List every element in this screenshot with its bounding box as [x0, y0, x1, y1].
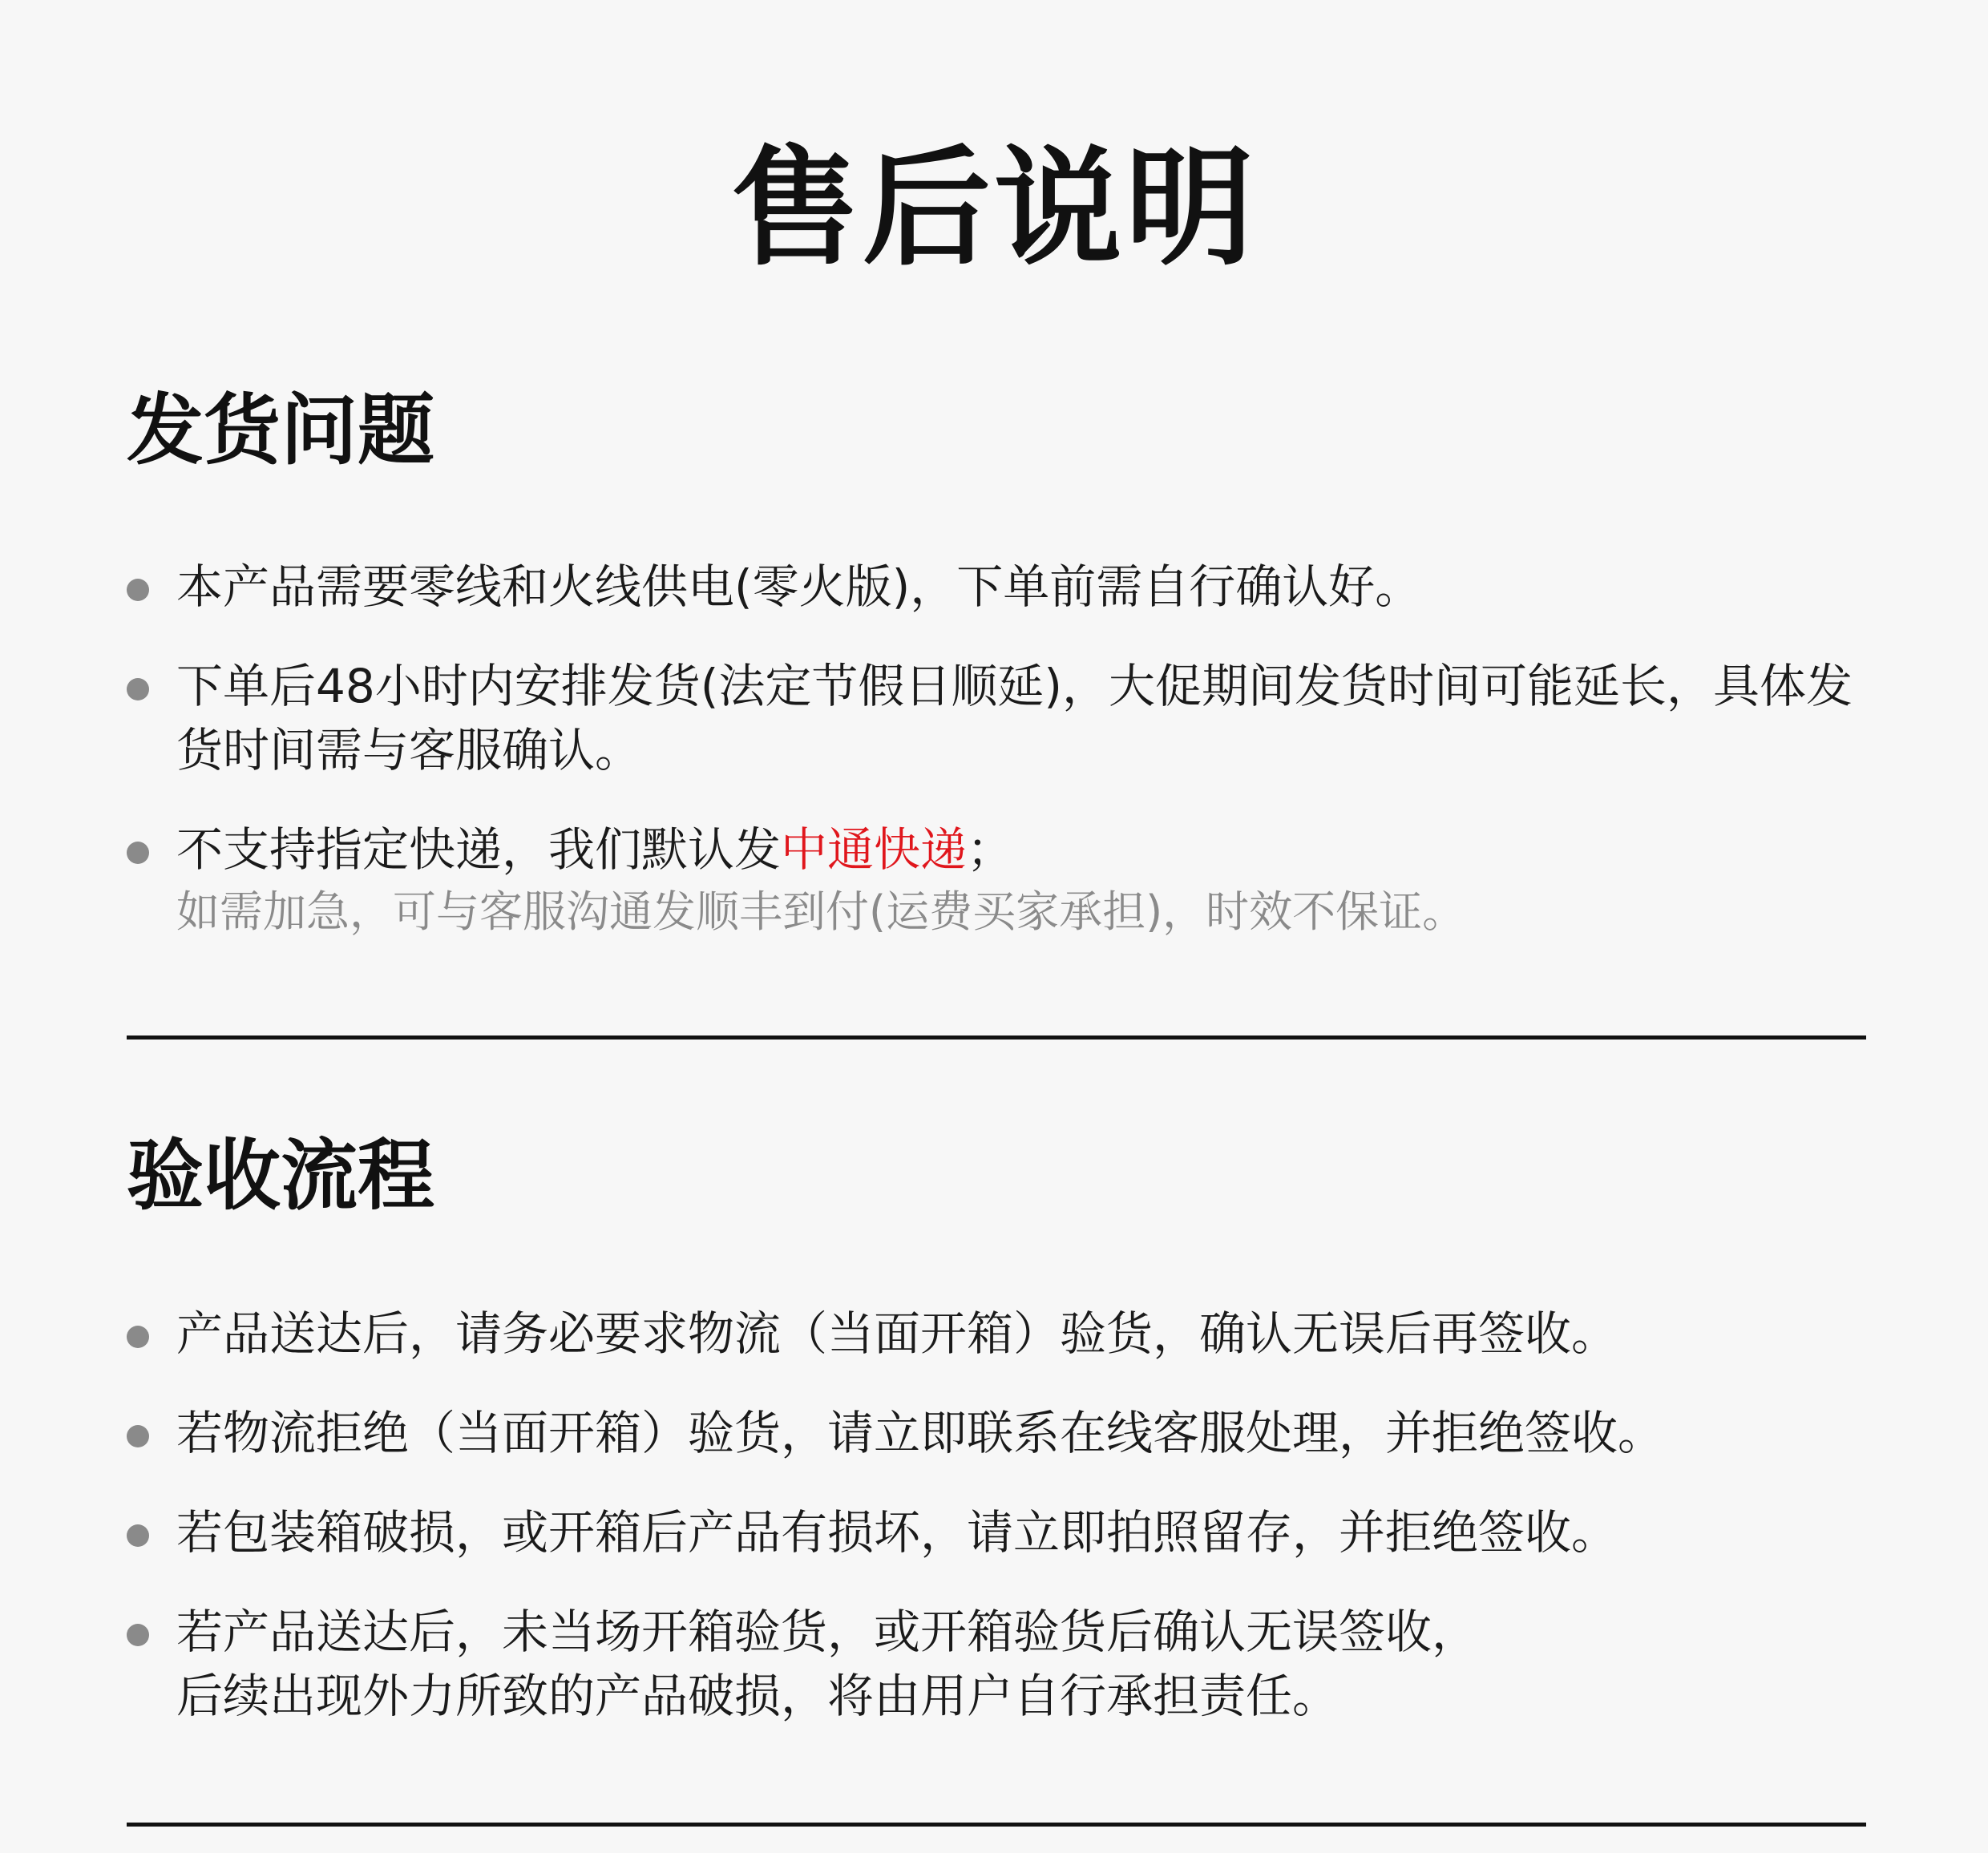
- list-item: [127, 818, 1890, 943]
- list-item-text: [176, 818, 1890, 882]
- courier-text-after: ；: [967, 822, 1014, 877]
- list-item: [127, 555, 1890, 619]
- shipping-section-title: 发货问题: [127, 386, 434, 475]
- shipping-list: [127, 555, 1890, 978]
- courier-note: 如需加急，可与客服沟通发顺丰到付(运费买家承担)，时效不保证。: [176, 886, 1466, 937]
- section-divider: [127, 1823, 1866, 1827]
- courier-highlight: 中通快递: [781, 822, 968, 877]
- list-item-text: 本产品需要零线和火线供电(零火版)，下单前需自行确认好。: [176, 559, 1422, 614]
- courier-text-before: 不支持指定快递，我们默认发: [176, 822, 782, 877]
- list-item: [127, 1302, 1890, 1366]
- page-title: 售后说明: [730, 133, 1257, 283]
- bullet-dot-icon: [127, 1326, 149, 1348]
- list-item: [127, 654, 1890, 782]
- inspection-section-title: 验收流程: [127, 1131, 434, 1221]
- inspection-list: [127, 1302, 1890, 1763]
- bullet-dot-icon: [127, 842, 149, 864]
- list-item: [127, 1500, 1890, 1564]
- list-item-text-line2: 后续出现外力所致的产品破损，将由用户自行承担责任。: [176, 1669, 1339, 1723]
- list-item-text-line1: 若产品送达后，未当场开箱验货，或开箱验货后确认无误签收，: [176, 1605, 1479, 1659]
- bullet-dot-icon: [127, 1624, 149, 1646]
- bullet-dot-icon: [127, 1425, 149, 1447]
- list-item-text: 产品送达后，请务必要求物流（当面开箱）验货，确认无误后再签收。: [176, 1306, 1618, 1361]
- list-item-text: 若包装箱破损，或开箱后产品有损坏，请立即拍照留存，并拒绝签收。: [176, 1505, 1618, 1560]
- section-divider: [127, 1036, 1866, 1040]
- list-item-text: 若物流拒绝（当面开箱）验货，请立即联系在线客服处理，并拒绝签收。: [176, 1406, 1665, 1460]
- list-item: [127, 1401, 1890, 1465]
- bullet-dot-icon: [127, 678, 149, 700]
- bullet-dot-icon: [127, 579, 149, 601]
- list-item: [127, 1600, 1890, 1728]
- list-item-text: 下单后48小时内安排发货(法定节假日顺延)，大促期间发货时间可能延长，具体发货时间需与客服确认。: [176, 659, 1853, 777]
- bullet-dot-icon: [127, 1524, 149, 1547]
